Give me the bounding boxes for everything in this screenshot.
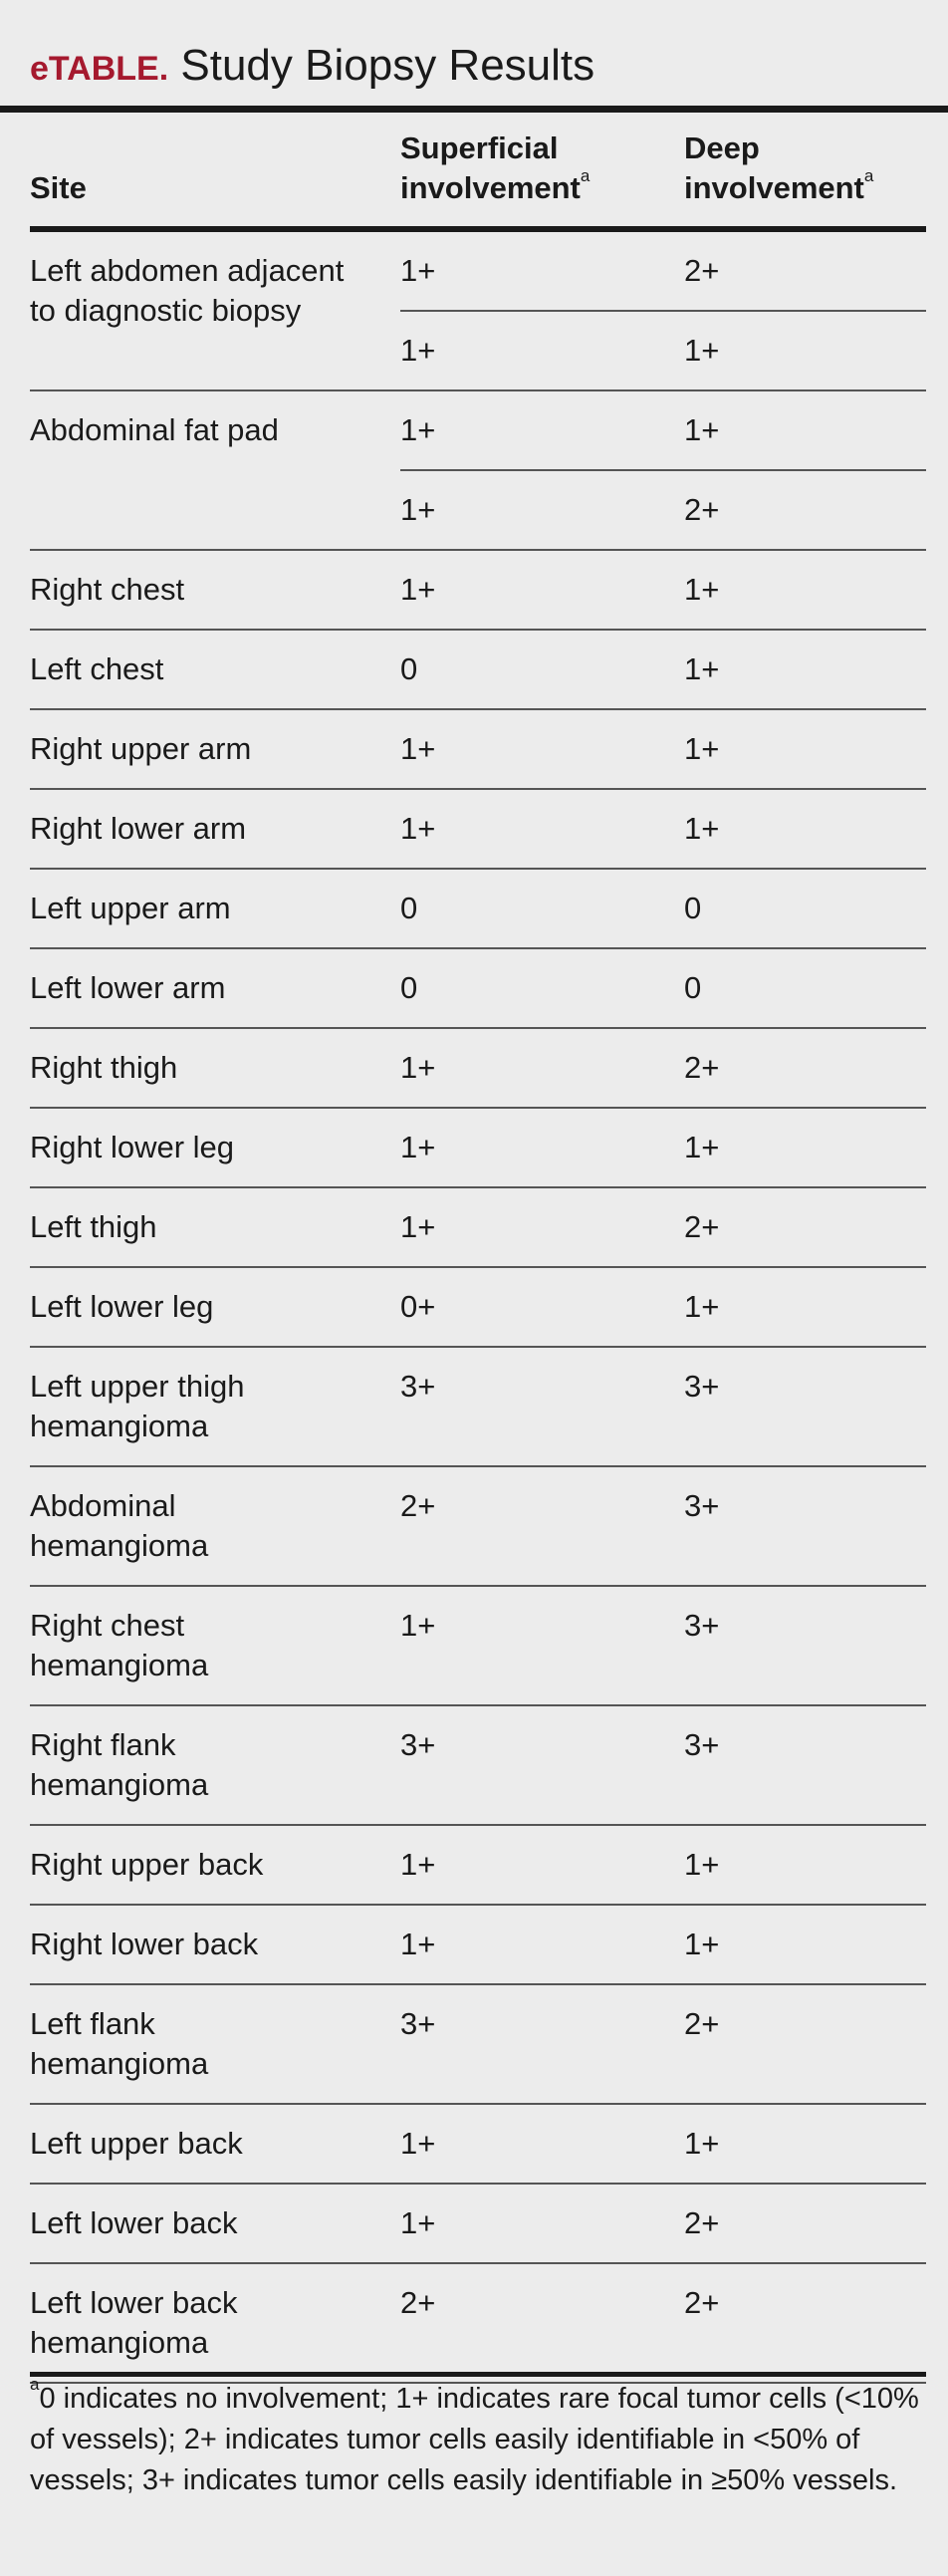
superficial-value: 1+ xyxy=(400,2104,684,2184)
table-row xyxy=(30,1705,926,1825)
table-row xyxy=(30,1267,926,1347)
site-cell xyxy=(30,2184,400,2263)
site-cell xyxy=(30,229,400,390)
deep-value: 1+ xyxy=(684,1905,926,1984)
superficial-value: 3+ xyxy=(400,1347,684,1466)
superficial-value: 1+ xyxy=(400,1187,684,1267)
site-label: Left lower back xyxy=(30,2285,238,2320)
site-cell xyxy=(30,1825,400,1905)
site-cell xyxy=(30,948,400,1028)
deep-value: 1+ xyxy=(684,1825,926,1905)
site-label: to diagnostic biopsy xyxy=(30,293,302,328)
deep-value: 0 xyxy=(684,948,926,1028)
table-title xyxy=(30,36,594,99)
superficial-value: 1+ xyxy=(400,550,684,630)
header-row xyxy=(30,113,926,229)
deep-value: 2+ xyxy=(684,2184,926,2263)
deep-value: 1+ xyxy=(684,789,926,869)
superficial-value: 3+ xyxy=(400,1984,684,2104)
table-row xyxy=(30,1825,926,1905)
superficial-value: 1+ xyxy=(400,1108,684,1187)
header-deep: Deep involvement$^a$ xyxy=(684,113,926,229)
site-label: hemangioma xyxy=(30,1409,209,1443)
superficial-value: 1+ xyxy=(400,390,684,470)
site-cell xyxy=(30,2104,400,2184)
site-label: Abdominal xyxy=(30,1488,176,1523)
site-label: Right upper back xyxy=(30,1847,264,1882)
superficial-value: 1+ xyxy=(400,1905,684,1984)
site-cell xyxy=(30,709,400,789)
table-row xyxy=(30,789,926,869)
site-label: Right chest xyxy=(30,572,185,607)
table-label: eTABLE. xyxy=(30,50,169,88)
site-cell xyxy=(30,1108,400,1187)
deep-value: 1+ xyxy=(684,550,926,630)
site-cell xyxy=(30,630,400,709)
table-row xyxy=(30,948,926,1028)
site-label: Left upper thigh xyxy=(30,1369,245,1404)
site-cell xyxy=(30,1705,400,1825)
site-cell xyxy=(30,1586,400,1705)
table-row xyxy=(30,550,926,630)
site-cell xyxy=(30,2263,400,2383)
site-label: Right lower back xyxy=(30,1927,259,1961)
site-cell xyxy=(30,869,400,948)
site-cell xyxy=(30,390,400,550)
deep-value: 1+ xyxy=(684,1267,926,1347)
table-body xyxy=(30,229,926,2383)
site-cell xyxy=(30,1905,400,1984)
site-label: Left thigh xyxy=(30,1209,157,1244)
site-label: Left lower leg xyxy=(30,1289,214,1324)
site-cell xyxy=(30,1267,400,1347)
table-row xyxy=(30,1108,926,1187)
site-label: Right lower arm xyxy=(30,811,247,846)
site-label: hemangioma xyxy=(30,1767,209,1802)
table-row xyxy=(30,869,926,948)
site-cell xyxy=(30,1466,400,1586)
site-label: Right lower leg xyxy=(30,1130,235,1164)
site-label: Left abdomen adjacent xyxy=(30,253,345,288)
table-row xyxy=(30,1984,926,2104)
site-label: Right upper arm xyxy=(30,731,252,766)
deep-value: 3+ xyxy=(684,1705,926,1825)
site-label: Left upper back xyxy=(30,2126,243,2161)
superficial-value: 1+ xyxy=(400,1586,684,1705)
footnote: $^a$0 indicates no involvement; 1+ indicates rare focal tumor cells (<10% of vessels); 2+ indicates tumor cells easily identifiable in <50% of vessels; 3+ indicates tumor cells easily identifiable in ≥50% vessels. xyxy=(30,2375,919,2496)
biopsy-results-table xyxy=(30,113,926,2384)
site-label: Left flank xyxy=(30,2006,155,2041)
superficial-value: 1+ xyxy=(400,229,684,311)
superficial-value: 1+ xyxy=(400,1028,684,1108)
superficial-value: 0 xyxy=(400,869,684,948)
superficial-value: 1+ xyxy=(400,1825,684,1905)
site-label: Left upper arm xyxy=(30,891,231,925)
deep-value: 1+ xyxy=(684,630,926,709)
superficial-value: 1+ xyxy=(400,470,684,550)
deep-value: 2+ xyxy=(684,1028,926,1108)
table-row xyxy=(30,1187,926,1267)
site-cell xyxy=(30,1028,400,1108)
site-label: hemangioma xyxy=(30,2046,209,2081)
table-row xyxy=(30,2184,926,2263)
site-label: Left lower back xyxy=(30,2205,238,2240)
superficial-value: 1+ xyxy=(400,2184,684,2263)
table-row xyxy=(30,1028,926,1108)
site-label: Abdominal fat pad xyxy=(30,412,279,447)
table-row xyxy=(30,390,926,470)
site-label: hemangioma xyxy=(30,2325,209,2360)
deep-value: 2+ xyxy=(684,229,926,311)
header-superficial: Superficial involvement$^a$ xyxy=(400,113,684,229)
superficial-value: 2+ xyxy=(400,1466,684,1586)
superficial-value: 1+ xyxy=(400,789,684,869)
table-row xyxy=(30,709,926,789)
site-label: Right flank xyxy=(30,1727,176,1762)
site-cell xyxy=(30,789,400,869)
table-row xyxy=(30,2263,926,2383)
superficial-value: 1+ xyxy=(400,709,684,789)
deep-value: 1+ xyxy=(684,2104,926,2184)
site-label: hemangioma xyxy=(30,1528,209,1563)
table-row xyxy=(30,1905,926,1984)
site-label: Right thigh xyxy=(30,1050,178,1085)
table-row xyxy=(30,1466,926,1586)
superficial-value: 0+ xyxy=(400,1267,684,1347)
superficial-value: 2+ xyxy=(400,2263,684,2383)
table-row xyxy=(30,1347,926,1466)
bottom-rule xyxy=(30,2372,926,2377)
table-row xyxy=(30,630,926,709)
site-label: Right chest xyxy=(30,1608,185,1643)
deep-value: 0 xyxy=(684,869,926,948)
header-site: Site xyxy=(30,113,400,229)
deep-value: 2+ xyxy=(684,470,926,550)
deep-value: 2+ xyxy=(684,1984,926,2104)
deep-value: 3+ xyxy=(684,1586,926,1705)
deep-value: 1+ xyxy=(684,1108,926,1187)
deep-value: 2+ xyxy=(684,2263,926,2383)
site-label: Left lower arm xyxy=(30,970,226,1005)
superficial-value: 1+ xyxy=(400,311,684,390)
superficial-value: 0 xyxy=(400,948,684,1028)
deep-value: 1+ xyxy=(684,311,926,390)
site-cell xyxy=(30,1984,400,2104)
site-label: Left chest xyxy=(30,651,164,686)
table-title-text: Study Biopsy Results xyxy=(180,41,595,90)
table-row xyxy=(30,2104,926,2184)
site-cell xyxy=(30,550,400,630)
deep-value: 1+ xyxy=(684,390,926,470)
table-row xyxy=(30,1586,926,1705)
deep-value: 2+ xyxy=(684,1187,926,1267)
deep-value: 3+ xyxy=(684,1466,926,1586)
deep-value: 1+ xyxy=(684,709,926,789)
table-row xyxy=(30,229,926,311)
deep-value: 3+ xyxy=(684,1347,926,1466)
site-label: hemangioma xyxy=(30,1648,209,1682)
superficial-value: 0 xyxy=(400,630,684,709)
site-cell xyxy=(30,1187,400,1267)
top-rule xyxy=(0,106,948,113)
superficial-value: 3+ xyxy=(400,1705,684,1825)
site-cell xyxy=(30,1347,400,1466)
